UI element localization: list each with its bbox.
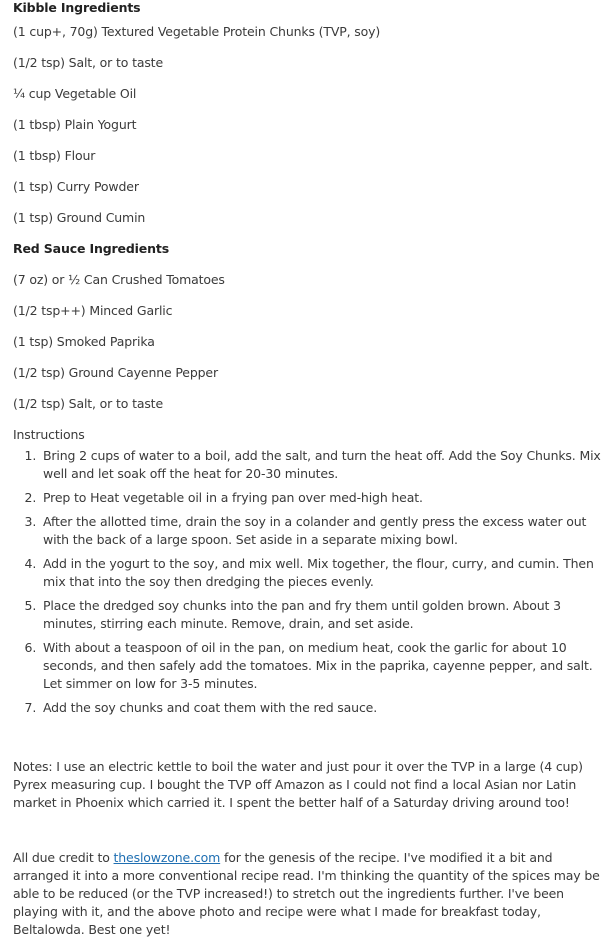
ingredient-item: (1/2 tsp) Ground Cayenne Pepper — [13, 365, 218, 380]
instruction-step: 1. Bring 2 cups of water to a boil, add the salt, and turn the heat off. Add the Soy Chunks. Mix well and let soak off the heat for 20-30 minutes. — [40, 447, 603, 483]
kibble-heading: Kibble Ingredients — [13, 0, 141, 15]
ingredient-item: (1/2 tsp++) Minced Garlic — [13, 303, 173, 318]
sauce-heading: Red Sauce Ingredients — [13, 241, 169, 256]
ingredient-item: (1 tsp) Ground Cumin — [13, 210, 146, 225]
ingredient-item: (1 tsp) Curry Powder — [13, 179, 139, 194]
instruction-step: 2. Prep to Heat vegetable oil in a frying pan over med-high heat. — [40, 489, 603, 507]
ingredient-item: (1 tbsp) Flour — [13, 148, 96, 163]
source-link[interactable]: theslowzone.com — [113, 850, 221, 865]
credit-prefix: All due credit to — [13, 850, 114, 865]
ingredient-item: (1 tbsp) Plain Yogurt — [13, 117, 137, 132]
ingredient-item: (1/2 tsp) Salt, or to taste — [13, 55, 163, 70]
credit-suffix: for the genesis of the recipe. I've modified it a bit and arranged it into a more conventional recipe read. I'm thinking the quantity of the spices may be able to be reduced (or the TVP increased!) to stretch out the ingredients further. I've been playing with it, and the above photo and recipe were what I made for breakfast today, Beltalowda. Best one yet! — [13, 850, 600, 937]
ingredient-item: (1 tsp) Smoked Paprika — [13, 334, 155, 349]
instruction-step: 7. Add the soy chunks and coat them with the red sauce. — [40, 699, 603, 717]
ingredient-item: (1/2 tsp) Salt, or to taste — [13, 396, 163, 411]
instruction-step: 4. Add in the yogurt to the soy, and mix well. Mix together, the flour, curry, and cumin. Then mix that into the soy then dredging the pieces evenly. — [40, 555, 603, 591]
ingredient-item: (7 oz) or ½ Can Crushed Tomatoes — [13, 272, 225, 287]
instructions-heading: Instructions — [13, 427, 85, 442]
instruction-step: 3. After the allotted time, drain the soy in a colander and gently press the excess water out with the back of a large spoon. Set aside in a separate mixing bowl. — [40, 513, 603, 549]
sauce-ingredient-list — [13, 272, 603, 412]
notes-paragraph: Notes: I use an electric kettle to boil the water and just pour it over the TVP in a large (4 cup) Pyrex measuring cup. I bought the TVP off Amazon as I could not find a local Asian nor Latin market in Phoenix which carried it. I spent the better half of a Saturday driving around too! — [13, 759, 583, 810]
instruction-steps — [13, 447, 603, 717]
instruction-step: 6. With about a teaspoon of oil in the pan, on medium heat, cook the garlic for about 10 seconds, and then safely add the tomatoes. Mix in the paprika, cayenne pepper, and salt. Let simmer on low for 3-5 minutes. — [40, 639, 603, 693]
kibble-ingredient-list — [13, 24, 603, 226]
ingredient-item: (1 cup+, 70g) Textured Vegetable Protein Chunks (TVP, soy) — [13, 24, 381, 39]
ingredient-item: ¼ cup Vegetable Oil — [13, 86, 137, 101]
instruction-step: 5. Place the dredged soy chunks into the pan and fry them until golden brown. About 3 minutes, stirring each minute. Remove, drain, and set aside. — [40, 597, 603, 633]
credit-paragraph — [13, 849, 603, 939]
